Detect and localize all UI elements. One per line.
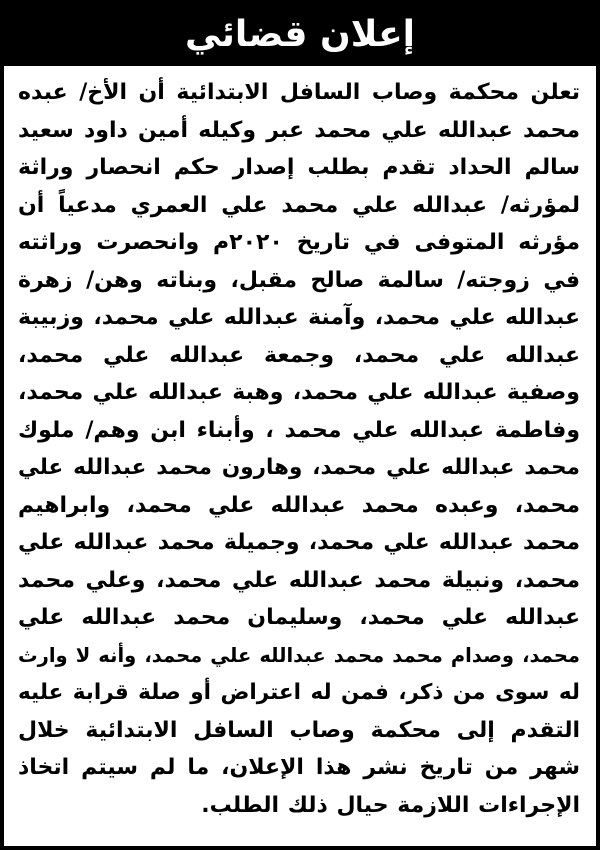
notice-header-bar	[4, 4, 596, 66]
notice-line: له سوى من ذكر، فمن له اعتراض أو صلة قرابة عليه	[18, 680, 580, 705]
notice-title: إعلان قضائي	[184, 14, 416, 55]
notice-line: وفاطمة عبدالله علي محمد ، وأبناء ابن وهم/ ملوك	[18, 417, 580, 443]
notice-line: عبدالله علي محمد، وجمعة عبدالله علي محمد،	[18, 342, 580, 368]
notice-line: محمد، وصدام محمد محمد عبدالله علي محمد، وأنه لا وارث	[18, 643, 580, 667]
notice-line: عبدالله علي محمد، وسليمان محمد عبدالله علي	[18, 605, 580, 630]
notice-line: سالم الحداد تقدم بطلب إصدار حكم انحصار وراثة	[18, 155, 580, 180]
notice-line: مؤرثه المتوفى في تاريخ ٢٠٢٠م وانحصرت وراثته	[18, 230, 580, 255]
notice-line: محمد، وعبده محمد عبدالله علي محمد، وابراهيم	[18, 492, 580, 518]
notice-line: شهر من تاريخ نشر هذا الإعلان، ما لم سيتم اتخاذ	[18, 755, 580, 780]
notice-line: الإجراءات اللازمة حيال ذلك الطلب.	[201, 792, 580, 818]
notice-line: تعلن محكمة وصاب السافل الابتدائية أن الأخ/ عبده	[18, 80, 580, 105]
notice-line: وصفية عبدالله علي محمد، وهبة عبدالله علي محمد،	[18, 380, 580, 405]
notice-line: عبدالله علي محمد، وآمنة عبدالله علي محمد، وزبيبة	[18, 305, 580, 330]
notice-line: التقدم إلى محكمة وصاب السافل الابتدائية خلال	[18, 717, 580, 743]
notice-line: محمد عبدالله علي محمد عبر وكيله أمين داود سعيد	[18, 117, 580, 143]
notice-line: محمد عبدالله علي محمد، وجميلة محمد عبدالله علي	[18, 530, 580, 555]
notice-line: محمد عبدالله علي محمد، وهارون محمد عبدالله علي	[18, 455, 580, 480]
notice-body	[18, 74, 580, 824]
notice-line: لمؤرثه/ عبدالله علي محمد علي العمري مدعياً أن	[18, 192, 580, 218]
notice-line: في زوجته/ سالمة صالح مقبل، وبناته وهن/ زهرة	[18, 267, 580, 293]
notice-line: محمد، ونبيلة محمد عبدالله علي محمد، وعلي محمد	[18, 567, 580, 593]
